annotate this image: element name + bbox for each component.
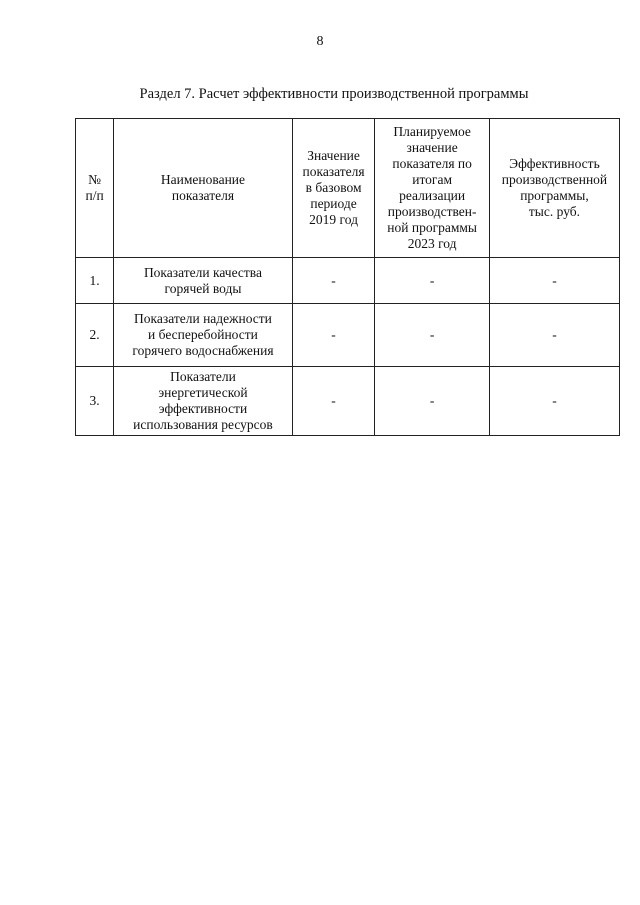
header-efficiency: Эффективность производственной программы, тыс. руб. — [489, 119, 619, 258]
row-number: 1. — [76, 258, 114, 304]
table-row — [76, 367, 620, 436]
table-row — [76, 258, 620, 304]
row-number: 2. — [76, 304, 114, 367]
row-name: Показатели энергетической эффективности использования ресурсов — [114, 367, 293, 436]
row-planned-value: - — [375, 367, 490, 436]
header-base-value: Значение показателя в базовом периоде 2019 год — [292, 119, 375, 258]
row-name: Показатели качества горячей воды — [114, 258, 293, 304]
row-base-value: - — [292, 304, 375, 367]
row-base-value: - — [292, 258, 375, 304]
row-efficiency: - — [489, 258, 619, 304]
row-name: Показатели надежности и бесперебойности горячего водоснабжения — [114, 304, 293, 367]
efficiency-table — [75, 118, 620, 436]
header-name: Наименование показателя — [114, 119, 293, 258]
row-planned-value: - — [375, 304, 490, 367]
page-number: 8 — [316, 34, 324, 49]
row-planned-value: - — [375, 258, 490, 304]
header-num: № п/п — [76, 119, 114, 258]
row-efficiency: - — [489, 304, 619, 367]
table-row — [76, 304, 620, 367]
section-title: Раздел 7. Расчет эффективности производственной программы — [139, 86, 529, 102]
row-number: 3. — [76, 367, 114, 436]
row-efficiency: - — [489, 367, 619, 436]
header-planned-value: Планируемое значение показателя по итогам реализации производствен- ной программы 2023 год — [375, 119, 490, 258]
table-header-row — [76, 119, 620, 258]
row-base-value: - — [292, 367, 375, 436]
